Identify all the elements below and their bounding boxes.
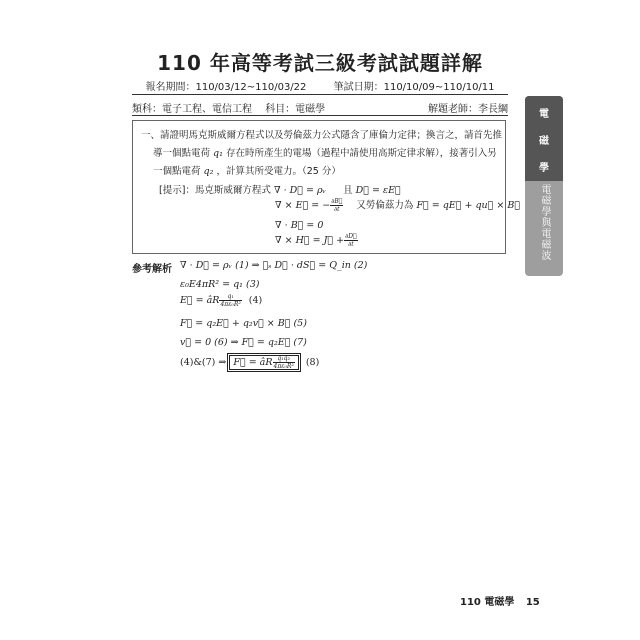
answer-label: 參考解析 — [132, 264, 172, 275]
exam-dates — [0, 78, 640, 93]
answer-step-1: ∇ · D⃗ = ρᵥ (1) ⇒ ∯ₛ D⃗ · dS⃗ = Q_in (2) — [180, 260, 368, 271]
faraday-lhs: ∇ × E⃗ = − — [275, 200, 331, 211]
step-6-prefix: (4)&(7) ⇒ — [180, 357, 227, 368]
page-title: 110 年高等考試三級考試試題詳解 — [157, 51, 483, 75]
ampere-num: ∂D⃗ — [345, 233, 357, 240]
answer-step-4: F⃗ = q₂E⃗ + q₂v⃗ × B⃗ (5) — [180, 318, 307, 329]
side-tab-vertical-label: 電磁學與電磁波 — [539, 184, 550, 261]
gauss-magnetism-eq: ∇ · B⃗ = 0 — [275, 220, 324, 231]
faraday-eq — [275, 197, 520, 213]
registration-period: 報名期間：110/03/12~110/03/22 — [145, 82, 307, 93]
step-6-num: q₁q₂ — [273, 355, 295, 363]
ampere-den: ∂t — [348, 241, 354, 248]
constitutive-eq: D⃗ = εE⃗ — [355, 185, 401, 196]
hint-line — [159, 182, 401, 196]
footer-subject: 110 電磁學 — [460, 597, 515, 608]
side-tab-char-1: 電 — [539, 109, 549, 120]
question-line-2a: 導一個點電荷 — [153, 148, 211, 159]
question-line-3a: 一個點電荷 — [153, 166, 201, 177]
step-6-tag: (8) — [305, 357, 320, 368]
question-line-2b: 存在時所產生的電場（過程中請使用高斯定律求解），接著引入另 — [225, 148, 497, 159]
answer-step-5: v⃗ = 0 (6) ⇒ F⃗ = q₂E⃗ (7) — [180, 337, 307, 348]
category: 類科：電子工程、電信工程 — [132, 104, 252, 115]
exam-date: 筆試日期：110/10/09~110/10/11 — [333, 82, 495, 93]
and-word: 且 — [343, 185, 353, 196]
step-3-lhs: E⃗ = âR — [180, 295, 220, 306]
ampere-eq — [275, 233, 358, 248]
question-line-2 — [153, 145, 497, 159]
step-6-den: 4πε₀R² — [273, 363, 294, 370]
charge-q1: q₁ — [213, 148, 223, 159]
question-line-1: 一、請證明馬克斯威爾方程式以及勞倫茲力公式隱含了庫倫力定律；換言之，請首先推 — [141, 130, 503, 141]
hint-label: [提示]：馬克斯威爾方程式 — [159, 185, 271, 196]
gauss-law-eq: ∇ · D⃗ = ρᵥ — [273, 185, 327, 196]
lorentz-eq: F⃗ = qE⃗ + qu⃗ × B⃗ — [416, 200, 521, 211]
question-line-3b: ，計算其所受電力。（25 分） — [216, 166, 341, 177]
meta-row — [132, 100, 508, 115]
answer-step-3 — [180, 293, 262, 308]
question-box — [132, 120, 521, 254]
question-line-3 — [153, 163, 341, 177]
side-tab-char-2: 磁 — [539, 136, 549, 147]
header-rule — [132, 94, 508, 95]
page-footer — [460, 593, 540, 608]
side-tab-char-3: 學 — [539, 163, 549, 174]
charge-q2: q₂ — [203, 166, 214, 177]
step-6-lhs: F⃗ = âR — [233, 357, 273, 368]
faraday-num: ∂B⃗ — [331, 198, 343, 205]
faraday-den: ∂t — [334, 206, 340, 213]
final-result-box — [229, 355, 298, 370]
step-3-num: q₁ — [219, 293, 241, 301]
answer-step-6 — [180, 355, 319, 370]
teacher: 解題老師：李長綱 — [428, 104, 508, 115]
subject: 科目：電磁學 — [265, 104, 326, 115]
answer-step-2: ε₀E4πR² = q₁ (3) — [180, 279, 260, 290]
step-3-den: 4πε₀R² — [220, 301, 241, 308]
lorentz-label: 又勞倫茲力為 — [356, 200, 414, 211]
page-number: 15 — [525, 597, 540, 608]
meta-rule — [132, 115, 508, 116]
ampere-lhs: ∇ × H⃗ = J⃗ + — [275, 235, 345, 246]
step-3-tag: (4) — [248, 295, 263, 306]
